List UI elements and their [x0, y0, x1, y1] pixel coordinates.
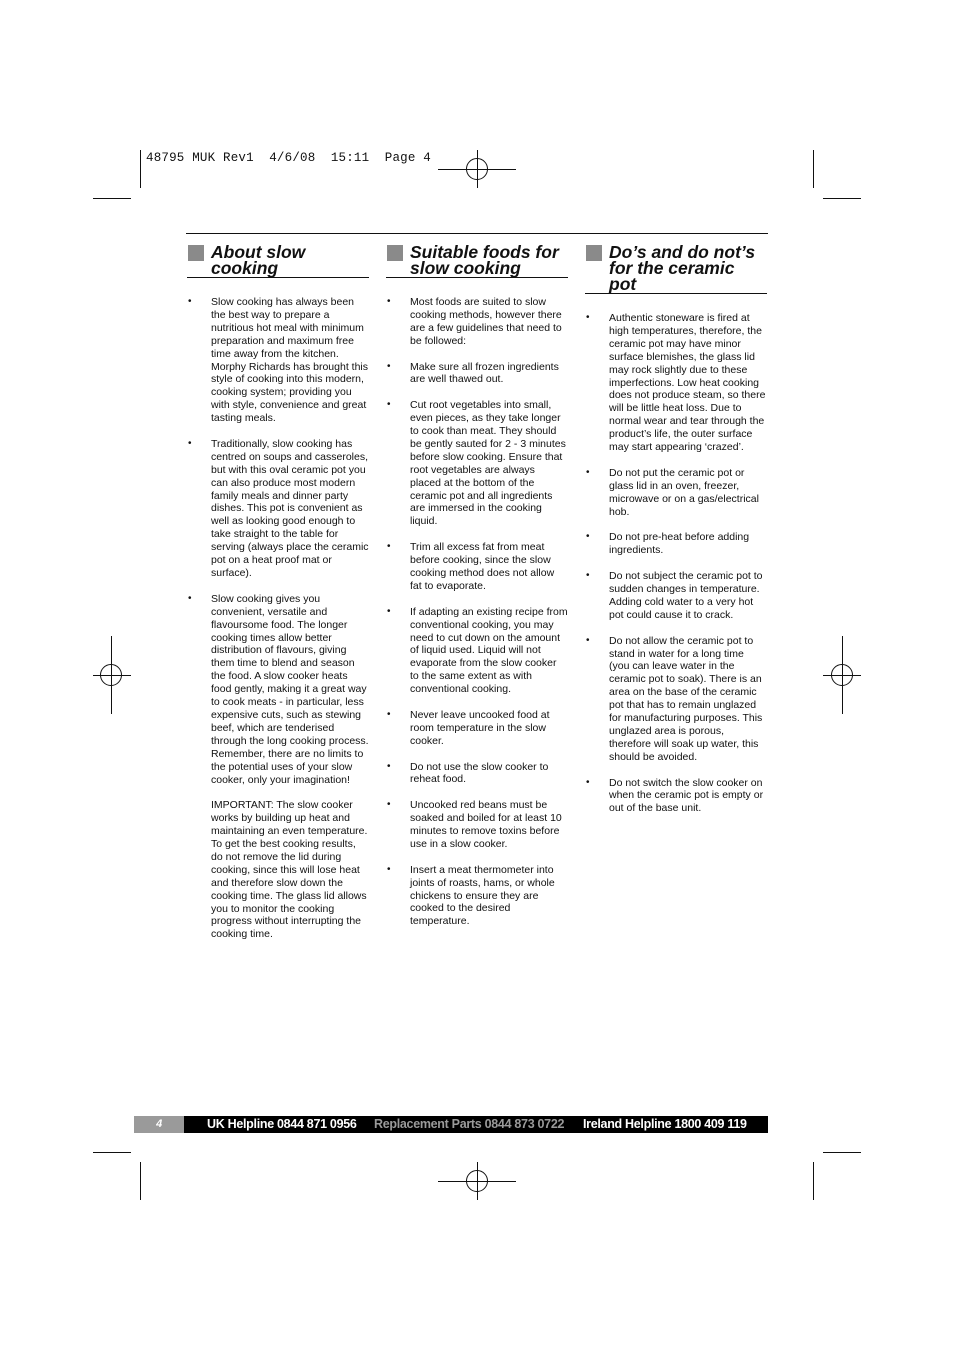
heading-line: cooking [211, 258, 279, 278]
list-item [187, 438, 369, 580]
crop-mark [140, 1162, 141, 1200]
list-item [386, 606, 568, 696]
paragraph: • Slow cooking gives you convenient, versatile and flavoursome food. The longer cooking times allow better distribution of flavours, giving them time to blend and season the food. A slow cooker heats food gently, making it a great way to cook meats - in particular, less expensive cuts, such as stewing beef, which are tenderised through the long cooking process. Remember, there are no limits to the potential uses of your slow cooker, only your imagination! [211, 592, 369, 786]
heading-square-icon [387, 245, 403, 261]
list-item [386, 709, 568, 748]
print-slug: 48795 MUK Rev1 4/6/08 15:11 Page 4 [146, 151, 431, 165]
section-heading [386, 244, 568, 278]
heading-line: for the ceramic [609, 258, 735, 278]
list-item [585, 467, 767, 519]
registration-circle [831, 664, 853, 686]
paragraph: • Do not switch the slow cooker on when the ceramic pot is empty or out of the base unit. [609, 776, 764, 815]
list-item [187, 296, 369, 425]
section-about-slow-cooking [187, 244, 369, 954]
paragraph: IMPORTANT: The slow cooker works by building up heat and maintaining an even temperature. To get the best cooking results, do not remove the lid during cooking, since this will lose heat and therefore slow down the cooking time. The glass lid allows you to monitor the cooking progress without interrupting the cooking time. [211, 799, 368, 941]
list-item [386, 864, 568, 929]
crop-mark [813, 1162, 814, 1200]
list-item [585, 570, 767, 622]
section-heading [187, 244, 369, 278]
list-item [386, 361, 568, 387]
heading-line: slow cooking [410, 258, 521, 278]
heading-line: About slow [211, 242, 306, 262]
list-item [585, 635, 767, 764]
crop-mark [140, 150, 141, 188]
bullet-list [585, 312, 767, 815]
paragraph: • Most foods are suited to slow cooking methods, however there are a few guidelines that need to be followed: [410, 296, 562, 347]
paragraph: • Authentic stoneware is fired at high temperatures, therefore, the ceramic pot may have minor surface blemishes, the glass lid may rock slightly due to these imperfections. Low heat cooking does not produce steam, so there will be little heat loss. Due to normal wear and tear through the product’s life, the outer surface may start appearing ‘crazed’. [609, 312, 766, 454]
page-number: 4 [134, 1116, 184, 1133]
heading-line: pot [609, 274, 637, 294]
paragraph: • Insert a meat thermometer into joints of roasts, hams, or whole chickens to ensure they are cooked to the desired temperature. [410, 863, 555, 928]
heading-line: Do’s and do not’s [609, 242, 756, 262]
list-item [386, 541, 568, 593]
paragraph: • Uncooked red beans must be soaked and boiled for at least 10 minutes to remove toxins before use in a slow cooker. [410, 799, 562, 850]
replacement-parts: Replacement Parts 0844 873 0722 [374, 1117, 565, 1131]
section-heading [585, 244, 767, 294]
list-item [187, 593, 369, 941]
top-rule [186, 233, 768, 234]
paragraph: • Cut root vegetables into small, even pieces, as they take longer to cook than meat. They should be gently sauted for 2 - 3 minutes before slow cooking. Ensure that root vegetables are always placed at the bottom of the ceramic pot and all ingredients are immersed in the cooking liquid. [410, 399, 566, 528]
heading-square-icon [188, 245, 204, 261]
registration-circle [466, 1170, 488, 1192]
uk-helpline: UK Helpline 0844 871 0956 [207, 1117, 357, 1131]
crop-mark [823, 198, 861, 199]
bullet-list [187, 296, 369, 941]
paragraph: • Do not put the ceramic pot or glass lid in an oven, freezer, microwave or on a gas/electrical hob. [609, 466, 759, 518]
paragraph: • Do not allow the ceramic pot to stand in water for a long time (you can leave water in the ceramic pot to soak). There is an area on the base of the ceramic pot that has to remain unglazed for manufacturing purposes. This unglazed area is porous, therefore will soak up water, this should be avoided. [609, 634, 763, 763]
list-item [386, 296, 568, 348]
heading-line: Suitable foods for [410, 242, 559, 262]
crop-mark [823, 1152, 861, 1153]
crop-mark [813, 150, 814, 188]
registration-circle [100, 664, 122, 686]
bullet-list [386, 296, 568, 928]
crop-mark [93, 198, 131, 199]
paragraph: • Do not pre-heat before adding ingredients. [609, 531, 750, 557]
ireland-helpline: Ireland Helpline 1800 409 119 [583, 1117, 747, 1131]
paragraph: • Make sure all frozen ingredients are well thawed out. [410, 360, 559, 386]
list-item [585, 777, 767, 816]
list-item [585, 531, 767, 557]
list-item [386, 761, 568, 787]
paragraph: • If adapting an existing recipe from conventional cooking, you may need to cut down on the amount of liquid used. Liquid will not evaporate from the slow cooker to the same extent as with conventional cooking. [410, 605, 568, 696]
section-dos-and-donts [585, 244, 767, 828]
paragraph: • Trim all excess fat from meat before cooking, since the slow cooking method does not allow fat to evaporate. [410, 541, 555, 592]
list-item [386, 399, 568, 528]
paragraph: • Slow cooking has always been the best way to prepare a nutritious hot meal with minimum preparation and maximum free time away from the kitchen. Morphy Richards has brought this style of cooking into this modern, cooking system; providing you with style, convenience and great tasting meals. [211, 296, 368, 425]
paragraph: • Traditionally, slow cooking has centred on soups and casseroles, but with this oval ceramic pot you can also produce most modern family meals and dinner party dishes. This pot is convenient as well as looking good enough to take straight to the table for serving (always place the ceramic pot on a heat proof mat or surface). [211, 437, 369, 580]
registration-circle [466, 158, 488, 180]
paragraph: • Do not use the slow cooker to reheat food. [410, 760, 549, 786]
crop-mark [93, 1152, 131, 1153]
heading-square-icon [586, 245, 602, 261]
list-item [585, 312, 767, 454]
footer-helpline-bar [134, 1116, 768, 1133]
section-suitable-foods [386, 244, 568, 941]
paragraph: • Never leave uncooked food at room temperature in the slow cooker. [410, 708, 550, 747]
list-item [386, 799, 568, 851]
paragraph: • Do not subject the ceramic pot to sudden changes in temperature. Adding cold water to a very hot pot could cause it to crack. [609, 570, 763, 621]
